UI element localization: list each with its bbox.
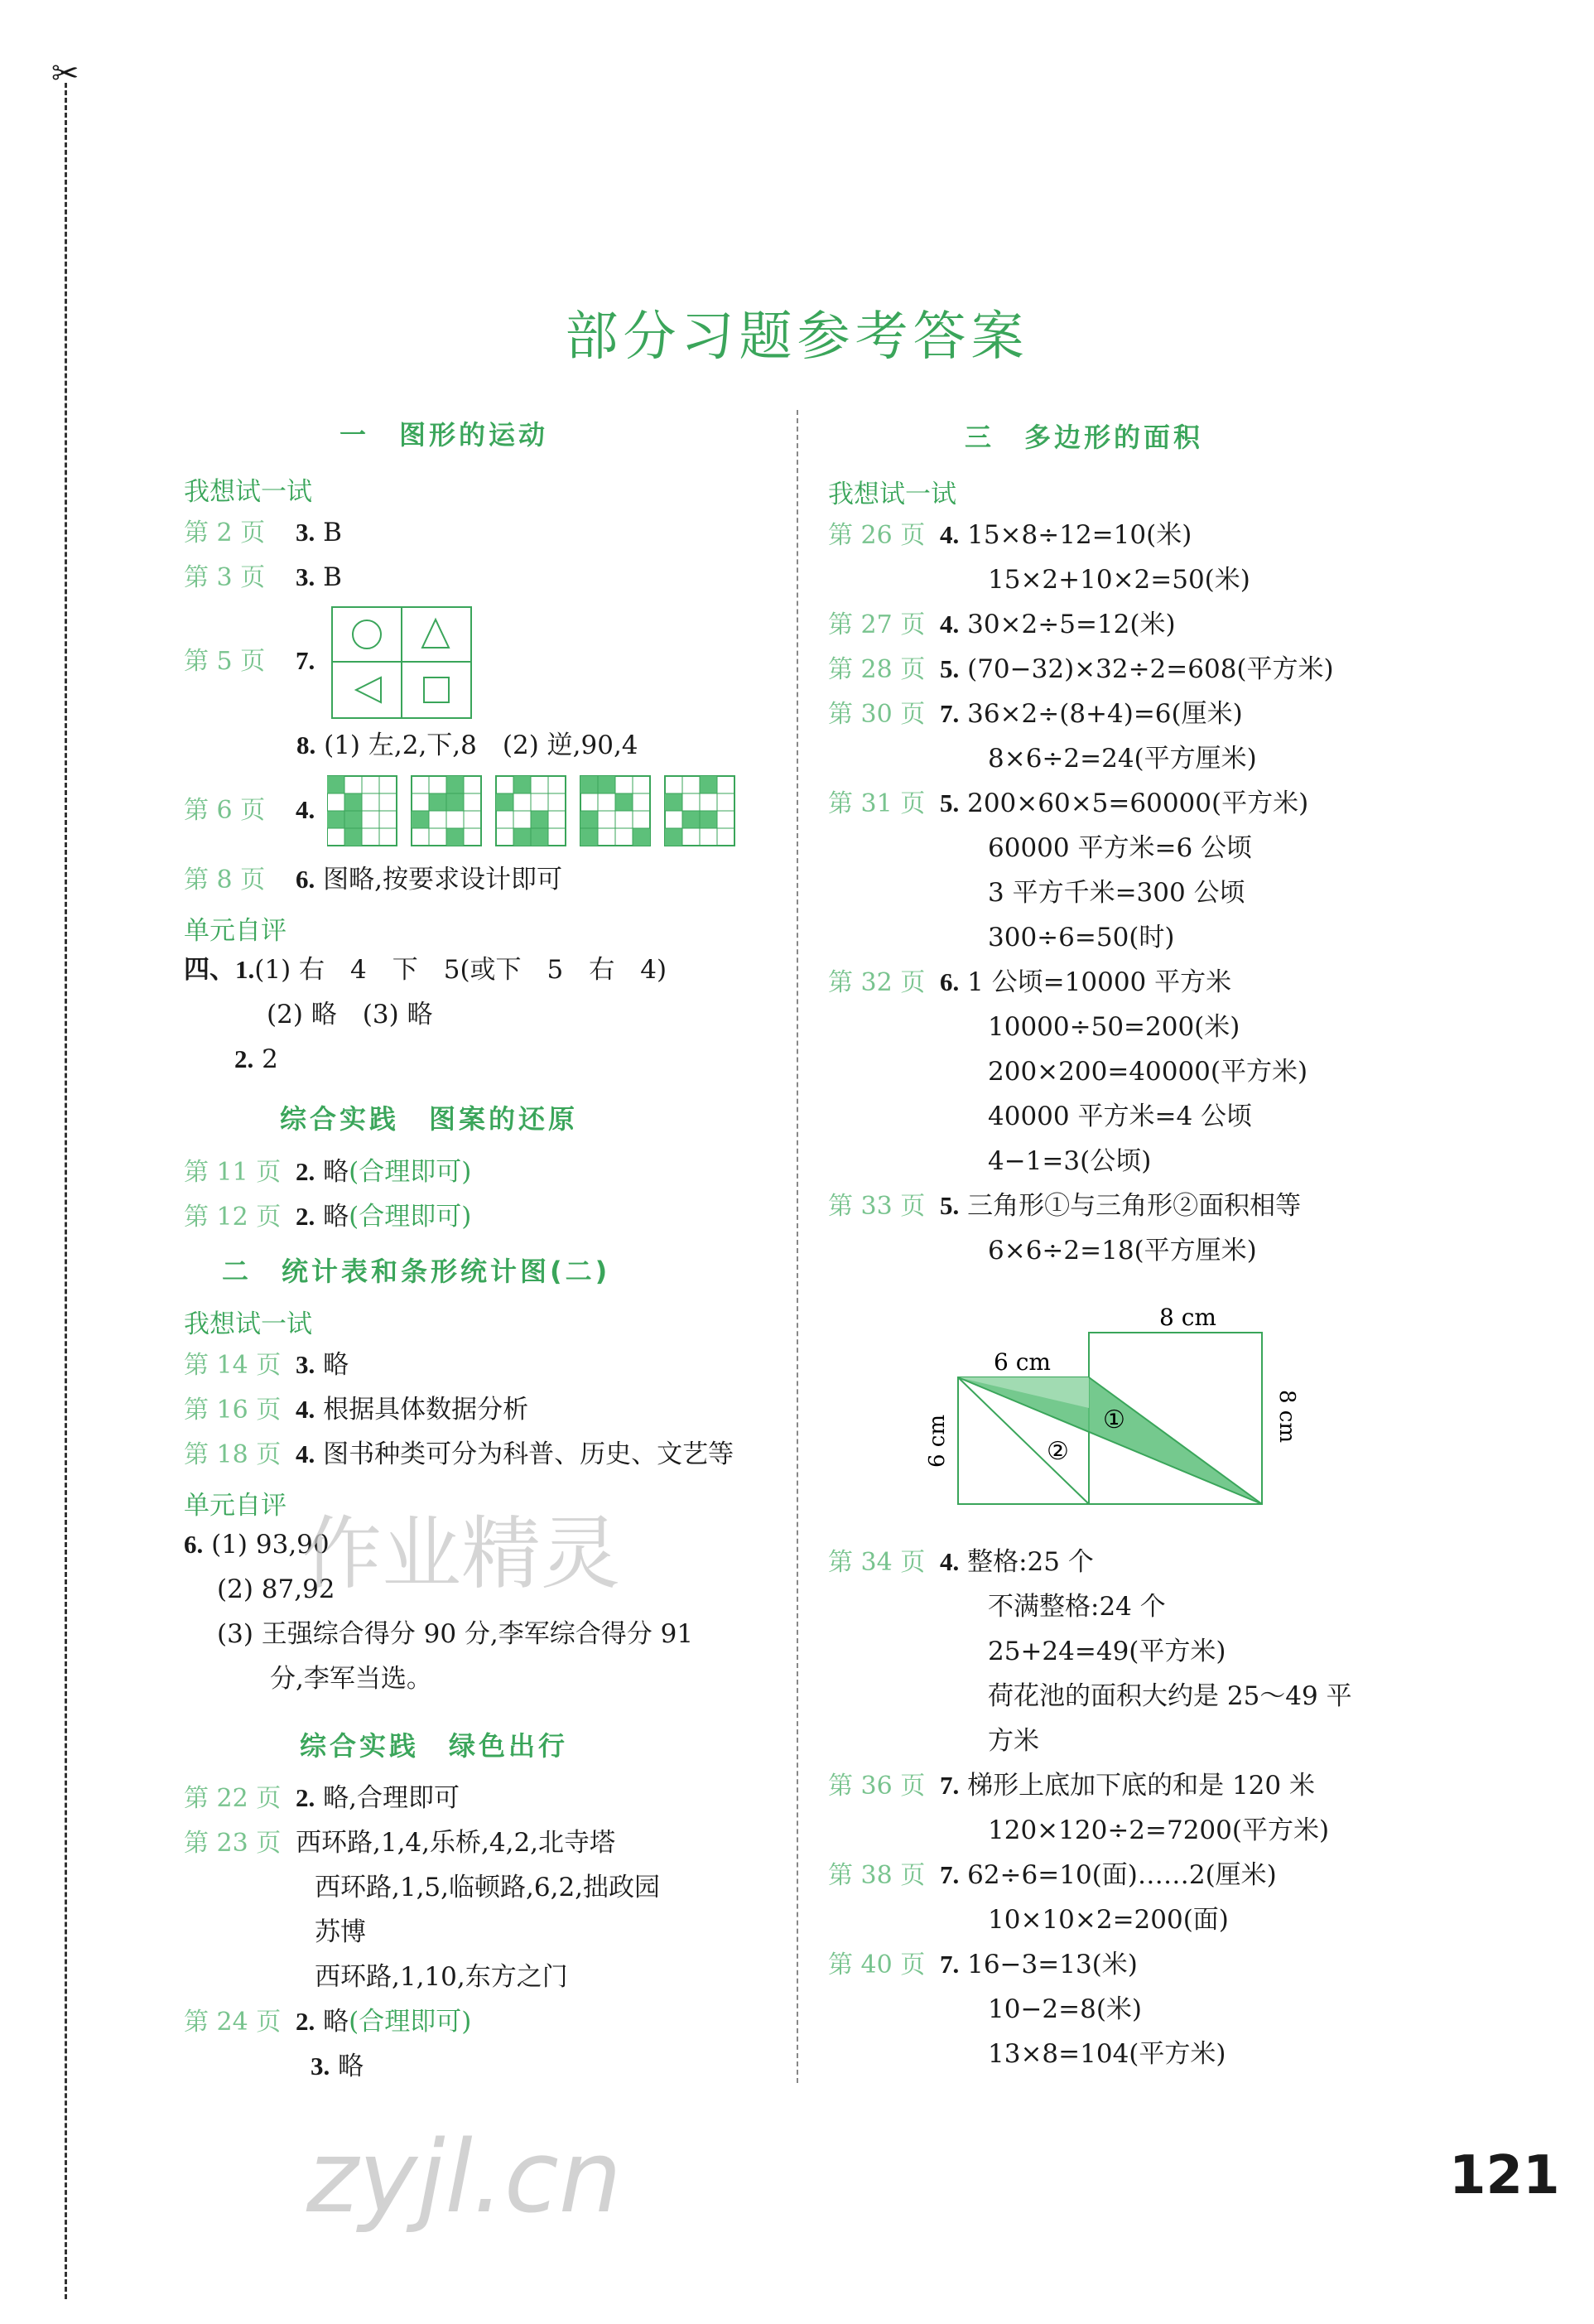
answer-row: 200×200=40000(平方米)	[988, 1057, 1308, 1087]
answer-row: 第 34 页 4. 整格:25 个	[828, 1547, 1094, 1577]
answer-row: 第 31 页 5. 200×60×5=60000(平方米)	[828, 788, 1309, 818]
marker-2: ②	[1047, 1437, 1069, 1466]
answer-row: 8. (1) 左,2,下,8 (2) 逆,90,4	[296, 730, 638, 760]
section-heading-2b: 综合实践 绿色出行	[300, 1730, 569, 1762]
answer-row: 第 5 页 7.	[184, 646, 315, 676]
answer-row: 第 26 页 4. 15×8÷12=10(米)	[828, 520, 1192, 550]
section-heading-1b: 综合实践 图案的还原	[280, 1103, 579, 1135]
pattern-grid-5	[665, 776, 734, 846]
answer-row: 第 18 页 4. 图书种类可分为科普、历史、文艺等	[184, 1439, 734, 1469]
answer-row: 6×6÷2=18(平方厘米)	[988, 1236, 1257, 1266]
pattern-grid-4	[580, 776, 650, 846]
answer-row: 第 32 页 6. 1 公顷=10000 平方米	[828, 967, 1232, 997]
answer-row: 第 27 页 4. 30×2÷5=12(米)	[828, 610, 1176, 639]
pattern-grid-3	[496, 776, 566, 846]
answer-row: (3) 王强综合得分 90 分,李军综合得分 91	[217, 1619, 694, 1649]
answer-row: 300÷6=50(时)	[988, 923, 1175, 952]
shapes-svg	[333, 608, 470, 717]
pattern-grid-2	[412, 776, 481, 846]
answer-row: 40000 平方米=4 公顷	[988, 1102, 1253, 1131]
scissors-icon: ✂	[51, 55, 79, 93]
answer-row: 6. (1) 93,90	[184, 1530, 330, 1560]
answer-row: 第 14 页 3. 略	[184, 1350, 349, 1380]
pattern-grids	[327, 774, 741, 849]
subheading: 我想试一试	[184, 1309, 312, 1339]
answer-row: (2) 略 (3) 略	[267, 1000, 433, 1029]
answer-row: 分,李军当选。	[270, 1664, 432, 1694]
answer-row: 第 33 页 5. 三角形①与三角形②面积相等	[828, 1191, 1302, 1221]
pattern-grid-1	[327, 776, 397, 846]
answer-row: 第 3 页 3. B	[184, 562, 342, 592]
subheading: 单元自评	[184, 916, 287, 946]
answer-row: 4−1=3(公顷)	[988, 1146, 1152, 1176]
answer-row: 第 12 页 2. 略(合理即可)	[184, 1202, 472, 1232]
answer-row: 苏博	[315, 1917, 366, 1947]
answer-row: 13×8=104(平方米)	[988, 2039, 1226, 2069]
answer-row: 25+24=49(平方米)	[988, 1637, 1226, 1666]
square-icon	[424, 677, 449, 702]
left-triangle-icon	[356, 677, 381, 702]
answer-row: 第 24 页 2. 略(合理即可)	[184, 2007, 472, 2037]
column-divider	[797, 410, 798, 2083]
answer-row: 第 38 页 7. 62÷6=10(面)……2(厘米)	[828, 1860, 1277, 1890]
answer-row: 四、1.(1) 右 4 下 5(或下 5 右 4)	[184, 955, 667, 985]
triangle-figure	[911, 1292, 1308, 1516]
marker-1: ①	[1103, 1405, 1125, 1434]
page-number: 121	[1449, 2145, 1560, 2206]
section-heading-2: 二 统计表和条形统计图(二)	[222, 1256, 611, 1287]
label-right-8cm: 8 cm	[1274, 1389, 1299, 1444]
answer-row: 第 40 页 7. 16−3=13(米)	[828, 1950, 1138, 1979]
answer-row: 第 28 页 5. (70−32)×32÷2=608(平方米)	[828, 654, 1334, 684]
answer-row: 10×10×2=200(面)	[988, 1905, 1229, 1935]
answer-row: 不满整格:24 个	[988, 1592, 1166, 1622]
answer-row: 第 22 页 2. 略,合理即可	[184, 1783, 460, 1813]
answer-row: 第 36 页 7. 梯形上底加下底的和是 120 米	[828, 1771, 1315, 1801]
answer-row: 8×6÷2=24(平方厘米)	[988, 744, 1257, 774]
triangle-icon	[422, 620, 449, 648]
subheading: 单元自评	[184, 1491, 287, 1521]
cut-line	[65, 83, 67, 2299]
answer-row: 10−2=8(米)	[988, 1994, 1143, 2024]
subheading: 我想试一试	[184, 477, 312, 507]
section-heading-3: 三 多边形的面积	[965, 422, 1204, 453]
label-top-8cm: 8 cm	[1159, 1304, 1216, 1331]
answer-row: 西环路,1,10,东方之门	[315, 1962, 568, 1992]
section-heading-1: 一 图形的运动	[340, 419, 549, 451]
answer-row: 60000 平方米=6 公顷	[988, 833, 1253, 863]
answer-row: 3. 略	[311, 2052, 364, 2081]
answer-row: 第 8 页 6. 图略,按要求设计即可	[184, 865, 562, 894]
watermark-url: zyjl.cn	[306, 2120, 622, 2235]
watermark-text: 作业精灵	[302, 1507, 620, 1600]
subheading: 我想试一试	[828, 480, 956, 509]
label-left-6cm: 6 cm	[925, 1414, 950, 1468]
answer-row: 第 11 页 2. 略(合理即可)	[184, 1157, 472, 1187]
answer-row: 第 23 页 西环路,1,4,乐桥,4,2,北寺塔	[184, 1828, 616, 1858]
answer-row: 第 30 页 7. 36×2÷(8+4)=6(厘米)	[828, 699, 1243, 729]
answer-row: 第 2 页 3. B	[184, 518, 342, 547]
page-title: 部分习题参考答案	[565, 306, 1029, 368]
answer-row: 3 平方千米=300 公顷	[988, 878, 1245, 908]
answer-row: (2) 87,92	[217, 1574, 335, 1604]
answer-row: 2. 2	[234, 1044, 278, 1074]
shapes-grid	[331, 606, 472, 719]
answer-row: 荷花池的面积大约是 25～49 平	[988, 1681, 1352, 1711]
label-top-6cm: 6 cm	[994, 1348, 1051, 1376]
answer-row: 方米	[988, 1726, 1039, 1756]
answer-row: 15×2+10×2=50(米)	[988, 565, 1250, 595]
answer-row: 120×120÷2=7200(平方米)	[988, 1815, 1330, 1845]
answer-row: 西环路,1,5,临顿路,6,2,拙政园	[315, 1873, 661, 1902]
answer-row: 第 16 页 4. 根据具体数据分析	[184, 1395, 529, 1425]
circle-icon	[353, 620, 381, 649]
answer-row: 10000÷50=200(米)	[988, 1012, 1240, 1042]
answer-row: 第 6 页 4.	[184, 795, 315, 825]
